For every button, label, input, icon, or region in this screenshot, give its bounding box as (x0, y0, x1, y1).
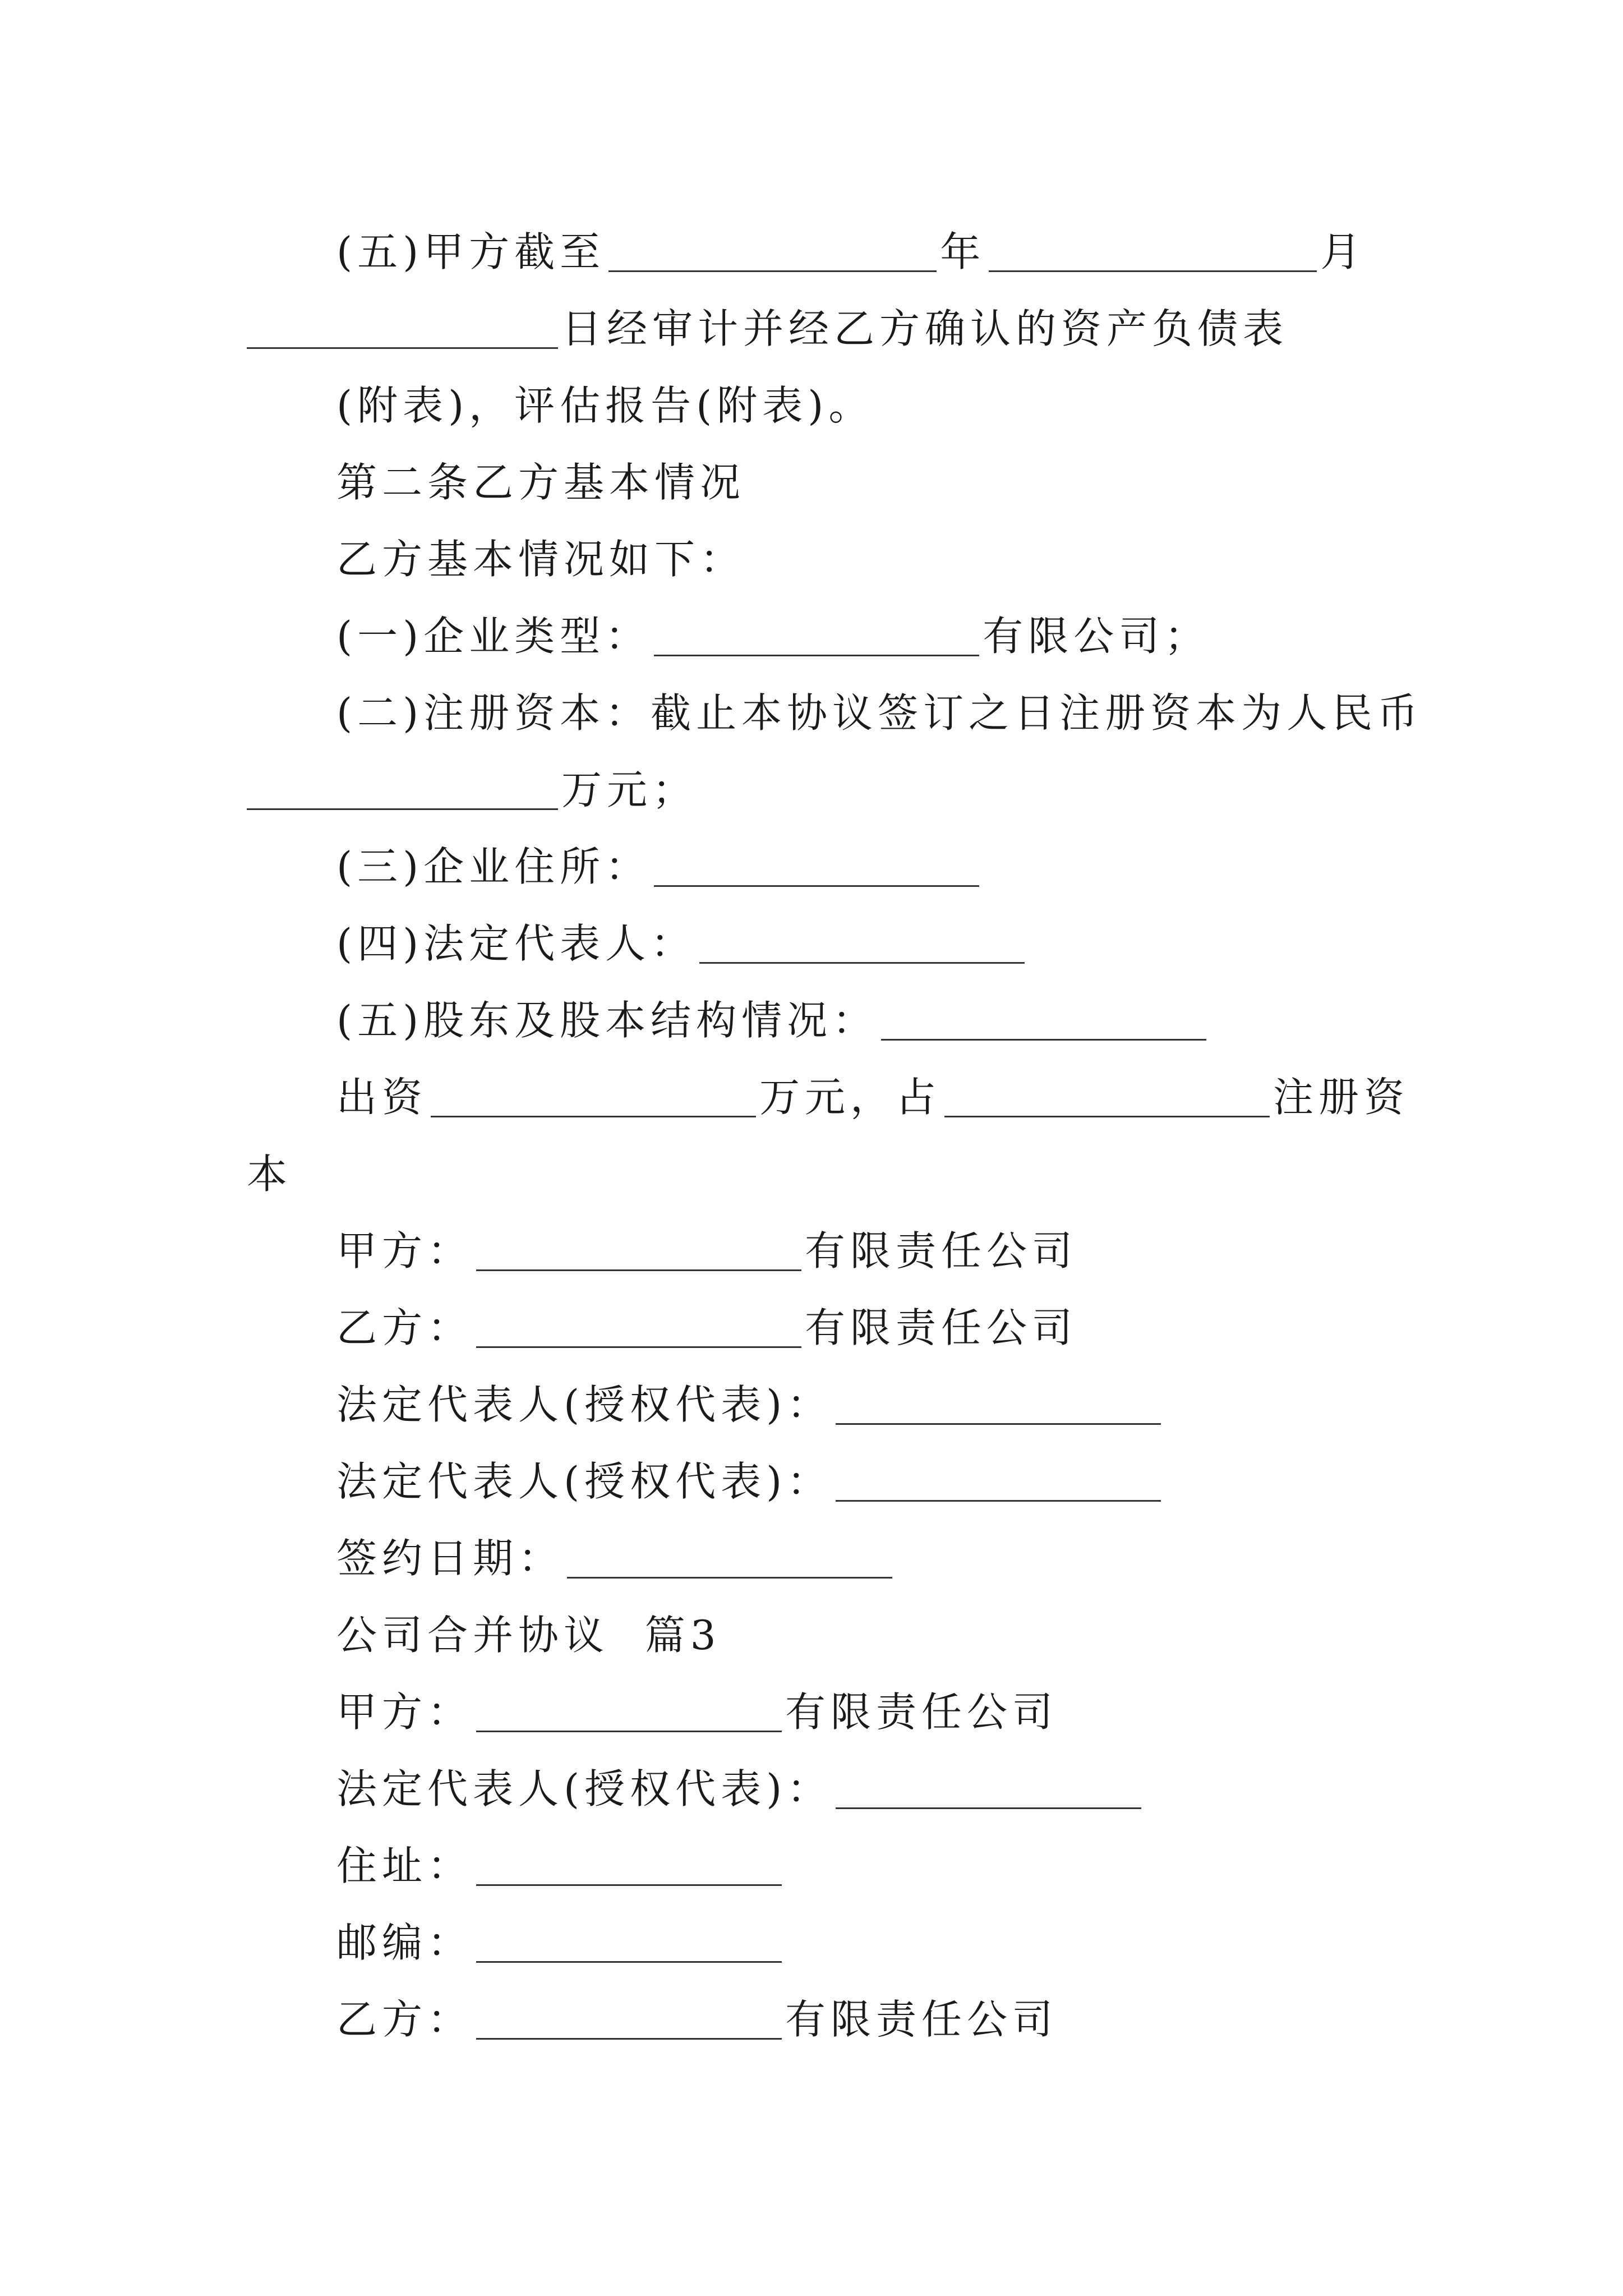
text: 法定代表人(授权代表)： (336, 1765, 833, 1812)
text: (四)法定代表人： (336, 920, 697, 967)
text: 法定代表人(授权代表)： (336, 1458, 833, 1505)
fill-blank-party-b[interactable] (476, 2003, 782, 2040)
text: 邮编： (336, 1919, 473, 1966)
fill-blank-enterprise-type[interactable] (654, 620, 979, 656)
doc-line-8 (247, 748, 698, 813)
doc-line-12 (336, 1056, 1410, 1121)
text: 有限责任公司 (785, 1996, 1058, 2043)
fill-blank-legal-rep[interactable] (699, 927, 1025, 964)
fill-blank-authorized-rep-a[interactable] (836, 1388, 1161, 1425)
fill-blank-address[interactable] (654, 850, 979, 887)
fill-blank-authorized-rep[interactable] (836, 1773, 1141, 1809)
section-heading: 公司合并协议 篇3 (336, 1612, 721, 1659)
doc-line-6 (336, 595, 1210, 660)
text: 住址： (336, 1842, 473, 1889)
fill-blank-authorized-rep-b[interactable] (836, 1465, 1161, 1502)
doc-line-2 (247, 287, 1289, 352)
section-heading: 第二条乙方基本情况 (336, 459, 746, 506)
doc-line-18 (336, 1517, 896, 1582)
fill-blank-capital[interactable] (247, 774, 558, 810)
doc-line-22 (336, 1824, 785, 1889)
fill-blank-share-ratio[interactable] (944, 1081, 1270, 1117)
text: (五)甲方截至 (336, 228, 606, 275)
doc-line-10 (336, 902, 1028, 967)
fill-blank-contribution[interactable] (431, 1081, 756, 1117)
doc-line-20 (336, 1671, 1058, 1736)
doc-line-7 (336, 671, 1423, 737)
doc-line-17 (336, 1440, 1164, 1505)
text: 法定代表人(授权代表)： (336, 1381, 833, 1428)
doc-line-3 (336, 364, 874, 429)
text: 签约日期： (336, 1535, 564, 1582)
fill-blank-month[interactable] (989, 236, 1317, 272)
text: 有限公司； (983, 613, 1210, 660)
text: 有限责任公司 (805, 1304, 1078, 1351)
text: 乙方： (336, 1996, 473, 2043)
fill-blank-party-a[interactable] (476, 1696, 782, 1732)
text: (一)企业类型： (336, 613, 651, 660)
text: 乙方基本情况如下： (336, 536, 746, 583)
doc-line-15 (336, 1286, 1078, 1351)
fill-blank-postcode[interactable] (476, 1926, 782, 1963)
doc-line-5 (336, 518, 746, 583)
text: (二)注册资本：截止本协议签订之日注册资本为人民币 (336, 689, 1423, 737)
doc-line-21 (336, 1747, 1145, 1812)
text: 出资 (336, 1074, 428, 1121)
text: 乙方： (336, 1304, 473, 1351)
doc-line-1 (336, 210, 1366, 275)
text: 年 (940, 228, 986, 275)
text: 万元； (561, 766, 698, 813)
doc-line-11 (336, 979, 1210, 1044)
text: 注册资 (1273, 1074, 1410, 1121)
doc-line-13 (247, 1133, 293, 1198)
doc-line-24 (336, 1978, 1058, 2043)
text: 有限责任公司 (805, 1227, 1078, 1274)
text: (五)股东及股本结构情况： (336, 997, 878, 1044)
fill-blank-party-a[interactable] (476, 1235, 801, 1271)
text: 本 (247, 1151, 293, 1198)
doc-line-9 (336, 825, 983, 890)
text: 万元，占 (759, 1074, 942, 1121)
fill-blank-party-b[interactable] (476, 1312, 801, 1348)
doc-line-23 (336, 1901, 785, 1966)
doc-line-16 (336, 1363, 1164, 1428)
text: 甲方： (336, 1227, 473, 1274)
fill-blank-address[interactable] (476, 1849, 782, 1886)
text: (附表)，评估报告(附表)。 (336, 382, 874, 429)
fill-blank-shareholders[interactable] (881, 1004, 1206, 1041)
text: (三)企业住所： (336, 843, 651, 890)
doc-line-19 (336, 1594, 721, 1659)
text: 日经审计并经乙方确认的资产负债表 (561, 305, 1289, 352)
text: 甲方： (336, 1688, 473, 1736)
text: 月 (1320, 228, 1366, 275)
fill-blank-sign-date[interactable] (567, 1542, 892, 1579)
fill-blank-year[interactable] (608, 236, 937, 272)
text: 有限责任公司 (785, 1688, 1058, 1736)
doc-line-14 (336, 1209, 1078, 1274)
fill-blank-day[interactable] (247, 312, 558, 349)
doc-line-4 (336, 441, 746, 506)
